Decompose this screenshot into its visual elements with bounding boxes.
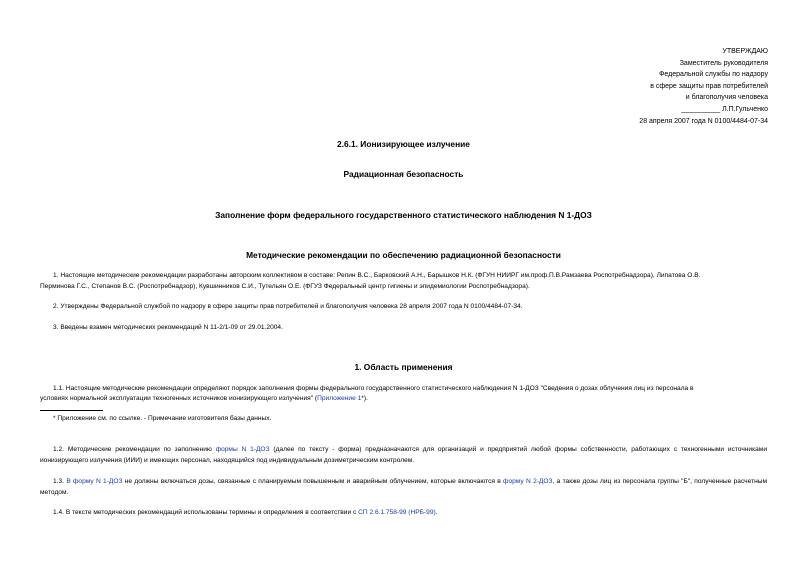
paragraph-1-3-tail: , а также дозы лиц из персонала группы "Б", полученные расчетным методом. (40, 478, 767, 497)
approval-line: и благополучия человека (685, 94, 768, 102)
paragraph-1-3-middle: не должны включаться дозы, связанные с планируемым повышенным и аварийным облучением, которые включаются в (122, 478, 504, 485)
paragraph-1-1-tail: *). (361, 395, 368, 402)
intro-paragraph-2: 2. Утверждены Федеральной службой по надзору в сфере защиты прав потребителей и благополучия человека 28 апреля 2007 года N 0100/4484-07-34. (53, 303, 523, 310)
form-1-doz-link[interactable]: формы N 1-ДОЗ (215, 446, 270, 453)
approval-signature: __________ Л.П.Гульченко (681, 105, 768, 113)
approval-block (639, 46, 768, 127)
paragraph-1-4-tail: . (435, 509, 438, 516)
paragraph-1-1-line-2 (40, 393, 767, 404)
paragraph-1-2-tail: (далее по тексту - форма) предназначаются для организаций и предприятий любой формы собственности, работающих с техногенными источниками ионизирующего излучения (ИИИ) и имеющих персонал, находящийся под индивидуальным дозиметрическим контролем. (40, 446, 768, 465)
approval-line: Федеральной службы по надзору (659, 71, 768, 79)
topic-heading: Радиационная безопасность (343, 169, 464, 179)
paragraph-1-4 (40, 507, 767, 518)
paragraph-1-2 (40, 444, 767, 467)
paragraph-1-1-text: условиях нормальной эксплуатации техногенных источников ионизирующего излучения" ( (40, 395, 318, 402)
approval-line: в сфере защиты прав потребителей (650, 82, 768, 90)
paragraph-1-4-text: 1.4. В тексте методических рекомендаций использованы термины и определения в соответствии с (53, 509, 359, 516)
appendix-1-link[interactable]: Приложение 1 (317, 395, 362, 402)
section-1-heading: 1. Область применения (354, 362, 453, 372)
intro-paragraph-1-line-2: Перминова Г.С., Степанов В.С. (Роспотребнадзор), Кувшинников С.И., Тутельян О.Е. (ФГУЗ Федеральный центр гигиены и эпидемиологии Роспотребнадзора). (40, 283, 530, 290)
footnote: * Приложение см. по ссылке. - Примечание изготовителя базы данных. (53, 415, 272, 422)
intro-paragraph-1-line-1: 1. Настоящие методические рекомендации разработаны авторским коллективом в составе: Репин В.С., Барковский А.Н., Барышков Н.К. (ФГУН НИИРГ им.проф.П.В.Рамзаева Роспотребнадзора), Липатова О.В. (53, 272, 701, 279)
approval-line: УТВЕРЖДАЮ (722, 48, 768, 55)
footnote-divider (40, 410, 103, 411)
approval-date: 28 апреля 2007 года N 0100/4484-07-34 (639, 117, 768, 125)
paragraph-1-3 (40, 476, 767, 499)
intro-paragraph-3: 3. Введены взамен методических рекомендаций N 11-2/1-09 от 29.01.2004. (53, 324, 283, 331)
nrb-99-link[interactable]: СП 2.6.1.758-99 (НРБ-99) (358, 509, 436, 516)
form-2-doz-link[interactable]: форму N 2-ДОЗ (503, 478, 553, 485)
paragraph-1-3-text: 1.3. (53, 478, 67, 485)
document-title: Заполнение форм федерального государственного статистического наблюдения N 1-ДОЗ (215, 210, 592, 220)
section-code-heading: 2.6.1. Ионизирующее излучение (337, 139, 470, 149)
paragraph-1-1-line-1: 1.1. Настоящие методические рекомендации определяют порядок заполнения формы федерального государственного статистического наблюдения N 1-ДОЗ "Сведения о дозах облучения лиц из персонала в (53, 385, 694, 392)
document-subtitle: Методические рекомендации по обеспечению радиационной безопасности (246, 250, 561, 260)
paragraph-1-2-text: 1.2. Методические рекомендации по заполнению (53, 446, 216, 453)
approval-line: Заместитель руководителя (679, 59, 768, 67)
form-1-doz-link[interactable]: В форму N 1-ДОЗ (66, 478, 123, 485)
